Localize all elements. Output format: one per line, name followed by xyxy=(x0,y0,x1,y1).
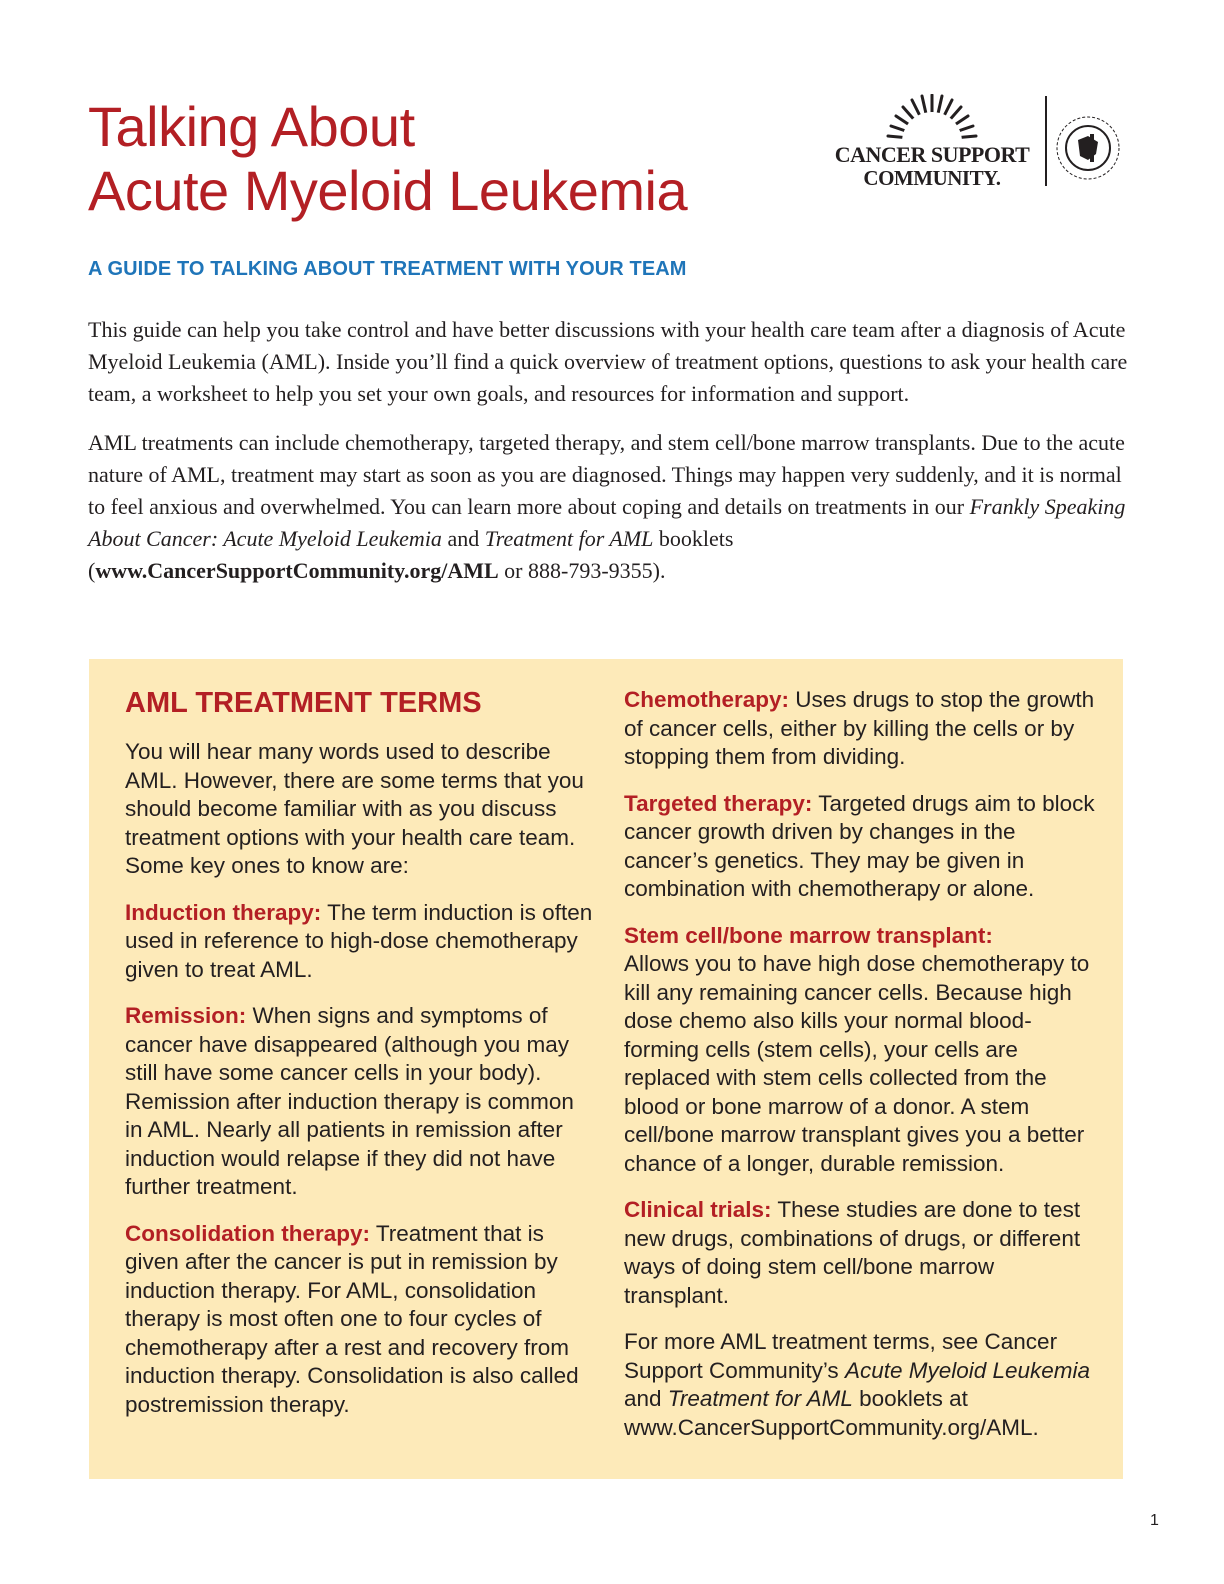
terms-heading: AML TREATMENT TERMS xyxy=(125,687,482,719)
more-and: and xyxy=(624,1386,668,1411)
intro-p2-and: and xyxy=(441,526,485,551)
logo-line-1: CANCER SUPPORT xyxy=(834,142,1030,167)
treatment-terms-box xyxy=(89,659,1123,1479)
term-definition: Treatment that is given after the cancer is put in remission by induction therapy. For AML, consolidation therapy is most often one to four cycles of chemotherapy after a rest and recovery from induction therapy. Consolidation is also called postremission therapy. xyxy=(125,1220,579,1417)
term-chemotherapy xyxy=(624,686,1104,772)
more-end: . xyxy=(1032,1414,1039,1440)
intro-p2-text: AML treatments can include chemotherapy, targeted therapy, and stem cell/bone marrow transplants. Due to the acute nature of AML, treatment may start as soon as you are diagnosed. Things may happen very suddenly, and it is normal to feel anxious and overwhelmed. You can learn more about coping and details on treatments in our xyxy=(88,430,1125,519)
term-label: Induction therapy: xyxy=(125,899,322,925)
intro-paragraph-1: This guide can help you take control and have better discussions with your health care team after a diagnosis of Acute Myeloid Leukemia (AML). Inside you’ll find a quick overview of treatment options, questions to ask your health care team, a worksheet to help you set your own goals, and resources for information and support. xyxy=(88,317,1128,406)
logo-divider xyxy=(1045,96,1047,186)
intro-section xyxy=(88,314,1128,604)
term-targeted-therapy xyxy=(624,790,1104,904)
term-label: Remission: xyxy=(125,1003,247,1028)
logo-line-2: COMMUNITY. xyxy=(863,166,1001,190)
more-booklet-aml: Acute Myeloid Leukemia xyxy=(844,1357,1091,1383)
term-label: Chemotherapy: xyxy=(624,687,790,712)
term-label: Targeted therapy: xyxy=(624,790,813,816)
website-link[interactable]: www.CancerSupportCommunity.org/AML xyxy=(95,558,499,583)
term-definition: The term induction is often used in reference to high-dose chemotherapy given to treat AML. xyxy=(125,899,593,982)
page-title xyxy=(88,95,687,223)
title-line-2: Acute Myeloid Leukemia xyxy=(88,159,688,222)
page-number: 1 xyxy=(1150,1512,1159,1529)
title-line-1: Talking About xyxy=(88,95,415,158)
intro-p2-end: or 888-793-9355). xyxy=(498,558,666,583)
more-website-link[interactable]: www.CancerSupportCommunity.org/AML xyxy=(624,1414,1033,1440)
intro-p2-mid: booklets ( xyxy=(88,526,734,583)
more-booklet-treatment: Treatment for AML xyxy=(667,1386,853,1411)
term-stem-cell-transplant xyxy=(624,922,1104,1179)
terms-right-column xyxy=(624,659,1104,1460)
booklet-title-frankly-speaking: Frankly Speaking About Cancer: Acute Myeloid Leukemia xyxy=(88,494,1126,551)
cancer-support-community-logo xyxy=(826,92,1126,192)
intro-paragraph-2 xyxy=(88,427,1128,587)
term-label: Consolidation therapy: xyxy=(125,1220,371,1246)
term-remission xyxy=(125,1002,595,1202)
term-definition: Uses drugs to stop the growth of cancer cells, either by killing the cells or by stopping them from dividing. xyxy=(624,687,1095,769)
term-consolidation-therapy xyxy=(125,1220,595,1420)
term-definition: Allows you to have high dose chemotherapy to kill any remaining cancer cells. Because high dose chemo also kills your normal blood-forming cells (stem cells), your cells are replaced with stem cells collected from the blood or bone marrow of a donor. A stem cell/bone marrow transplant gives you a better chance of a longer, durable remission. xyxy=(624,951,1090,1176)
term-definition: When signs and symptoms of cancer have disappeared (although you may still have some cancer cells in your body). Remission after induction therapy is common in AML. Nearly all patients in remission after induction would relapse if they did not have further treatment. xyxy=(125,1003,574,1199)
term-definition: Targeted drugs aim to block cancer growth driven by changes in the cancer’s genetics. They may be given in combination with chemotherapy or alone. xyxy=(624,790,1095,901)
more-mid: booklets at xyxy=(852,1386,968,1411)
term-induction-therapy xyxy=(125,899,595,985)
term-clinical-trials xyxy=(624,1196,1104,1310)
booklet-title-treatment: Treatment for AML xyxy=(484,526,654,551)
term-label: Clinical trials: xyxy=(624,1197,772,1222)
gildas-club-seal-icon xyxy=(1052,112,1124,184)
more-terms-note xyxy=(624,1328,1104,1442)
more-text: For more AML treatment terms, see Cancer Support Community’s xyxy=(624,1329,1058,1383)
term-label: Stem cell/bone marrow transplant: xyxy=(624,922,993,948)
terms-intro: You will hear many words used to describe AML. However, there are some terms that you should become familiar with as you discuss treatment options with your health care team. Some key ones to know are: xyxy=(125,739,584,878)
term-definition: These studies are done to test new drugs, combinations of drugs, or different ways of doing stem cell/bone marrow transplant. xyxy=(624,1197,1081,1308)
sunburst-icon xyxy=(884,94,980,142)
subtitle: A GUIDE TO TALKING ABOUT TREATMENT WITH YOUR TEAM xyxy=(88,258,687,280)
terms-left-column xyxy=(125,659,595,1437)
